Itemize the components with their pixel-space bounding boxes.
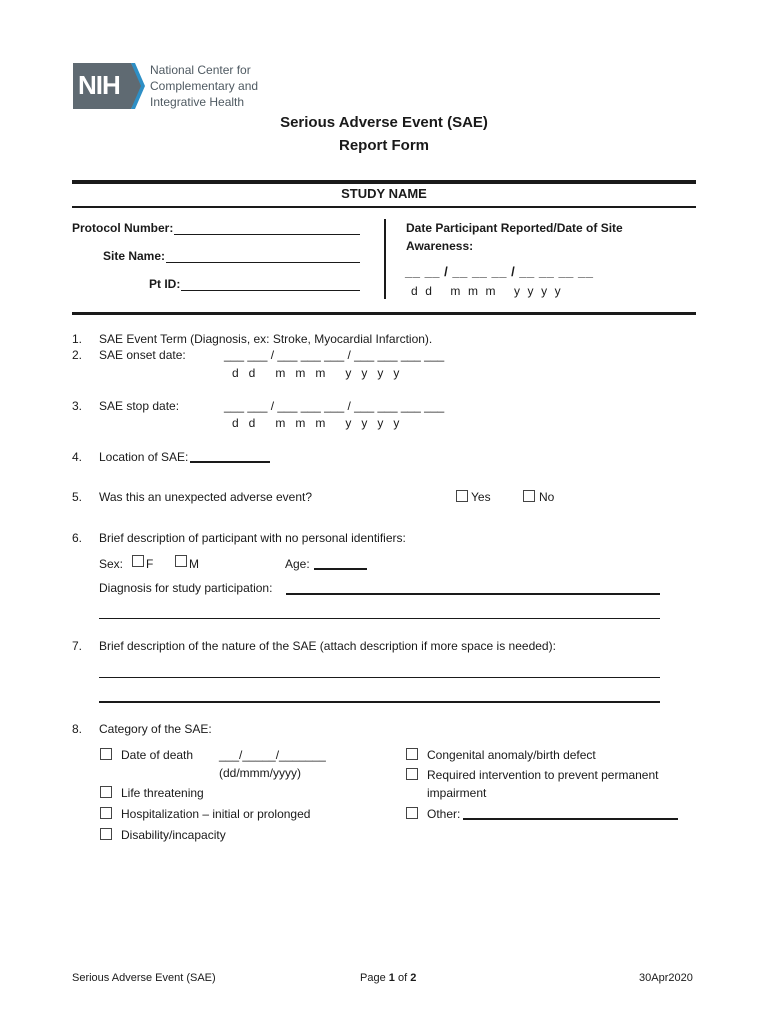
- q6-number: 6.: [72, 531, 83, 545]
- q7-text: Brief description of the nature of the SAE (attach description if more space is needed):: [99, 639, 556, 653]
- sex-m-label: M: [189, 557, 199, 571]
- q2-number: 2.: [72, 348, 83, 362]
- diagnosis-field[interactable]: [286, 593, 660, 595]
- date-reported-field[interactable]: __ __ / __ __ __ / __ __ __ __: [405, 264, 594, 279]
- date-reported-label-line2: Awareness:: [406, 239, 474, 253]
- footer-page-total: 2: [410, 972, 417, 984]
- required-intervention-label-line1: Required intervention to prevent permanent: [427, 768, 659, 782]
- disability-label: Disability/incapacity: [121, 828, 226, 842]
- diagnosis-label: Diagnosis for study participation:: [99, 581, 273, 595]
- location-field[interactable]: [190, 461, 270, 463]
- pt-id-label: Pt ID:: [149, 277, 181, 291]
- sex-m-checkbox[interactable]: [175, 555, 187, 567]
- hospitalization-checkbox[interactable]: [100, 807, 112, 819]
- study-name: STUDY NAME: [341, 186, 427, 201]
- required-intervention-label-line2: impairment: [427, 786, 487, 800]
- diagnosis-field-line2[interactable]: [99, 618, 660, 619]
- protocol-number-label: Protocol Number:: [72, 221, 174, 235]
- header-divider: [384, 219, 386, 299]
- date-reported-label-line1: Date Participant Reported/Date of Site: [406, 221, 623, 235]
- q3-number: 3.: [72, 399, 83, 413]
- other-field[interactable]: [463, 818, 678, 820]
- logo-line1: National Center for: [150, 63, 251, 77]
- q4-number: 4.: [72, 450, 83, 464]
- q4-text: Location of SAE:: [99, 450, 189, 464]
- congenital-checkbox[interactable]: [406, 748, 418, 760]
- hospitalization-label: Hospitalization – initial or prolonged: [121, 807, 311, 821]
- congenital-label: Congenital anomaly/birth defect: [427, 748, 596, 762]
- form-title: [0, 114, 768, 154]
- site-name-label: Site Name:: [103, 249, 166, 263]
- life-threatening-label: Life threatening: [121, 786, 204, 800]
- top-thick-rule: [72, 180, 696, 184]
- footer-of-word: of: [397, 972, 408, 984]
- sex-f-label: F: [146, 557, 154, 571]
- onset-date-format: d d m m m y y y y: [232, 366, 400, 380]
- life-threatening-checkbox[interactable]: [100, 786, 112, 798]
- footer-date: 30Apr2020: [639, 972, 693, 984]
- age-label: Age:: [285, 557, 310, 571]
- required-intervention-checkbox[interactable]: [406, 768, 418, 780]
- logo-line2: Complementary and: [150, 79, 259, 93]
- q1-text: SAE Event Term (Diagnosis, ex: Stroke, Myocardial Infarction).: [99, 332, 433, 346]
- sex-label: Sex:: [99, 557, 124, 571]
- death-date-field[interactable]: ___/_____/_______: [219, 748, 326, 762]
- q2-text: SAE onset date:: [99, 348, 186, 362]
- age-field[interactable]: [314, 568, 367, 570]
- q6-text: Brief description of participant with no personal identifiers:: [99, 531, 406, 545]
- q1-number: 1.: [72, 332, 83, 346]
- logo-line3: Integrative Health: [150, 95, 245, 109]
- sex-f-checkbox[interactable]: [132, 555, 144, 567]
- footer-page-word: Page: [360, 972, 386, 984]
- stop-date-field[interactable]: ___ ___ / ___ ___ ___ / ___ ___ ___ ___: [224, 399, 445, 413]
- form-title-line1: Serious Adverse Event (SAE): [280, 114, 488, 131]
- pt-id-field[interactable]: [181, 290, 360, 291]
- site-name-field[interactable]: [166, 262, 360, 263]
- form-title-line2: Report Form: [339, 137, 429, 154]
- footer-left: Serious Adverse Event (SAE): [72, 972, 216, 984]
- sae-description-line1[interactable]: [99, 677, 660, 678]
- q5-text: Was this an unexpected adverse event?: [99, 490, 313, 504]
- yes-checkbox[interactable]: [456, 490, 468, 502]
- sae-description-line2[interactable]: [99, 701, 660, 703]
- no-checkbox[interactable]: [523, 490, 535, 502]
- no-label: No: [539, 490, 555, 504]
- q5-number: 5.: [72, 490, 83, 504]
- nih-logo: [73, 61, 273, 111]
- footer-page-number: 1: [388, 972, 395, 984]
- nih-logo-text: NIH: [78, 70, 120, 100]
- other-checkbox[interactable]: [406, 807, 418, 819]
- footer-page: [360, 972, 416, 984]
- onset-date-field[interactable]: ___ ___ / ___ ___ ___ / ___ ___ ___ ___: [224, 348, 445, 362]
- q8-number: 8.: [72, 722, 83, 736]
- q3-text: SAE stop date:: [99, 399, 180, 413]
- q7-number: 7.: [72, 639, 83, 653]
- other-label: Other:: [427, 807, 461, 821]
- study-name-rule: [72, 206, 696, 208]
- protocol-number-field[interactable]: [174, 234, 360, 235]
- q8-text: Category of the SAE:: [99, 722, 212, 736]
- date-reported-format: d d m m m y y y y: [411, 284, 561, 298]
- disability-checkbox[interactable]: [100, 828, 112, 840]
- yes-label: Yes: [471, 490, 491, 504]
- death-checkbox[interactable]: [100, 748, 112, 760]
- death-date-format: (dd/mmm/yyyy): [219, 766, 301, 780]
- stop-date-format: d d m m m y y y y: [232, 416, 400, 430]
- header-bottom-rule: [72, 312, 696, 315]
- death-label: Date of death: [121, 748, 194, 762]
